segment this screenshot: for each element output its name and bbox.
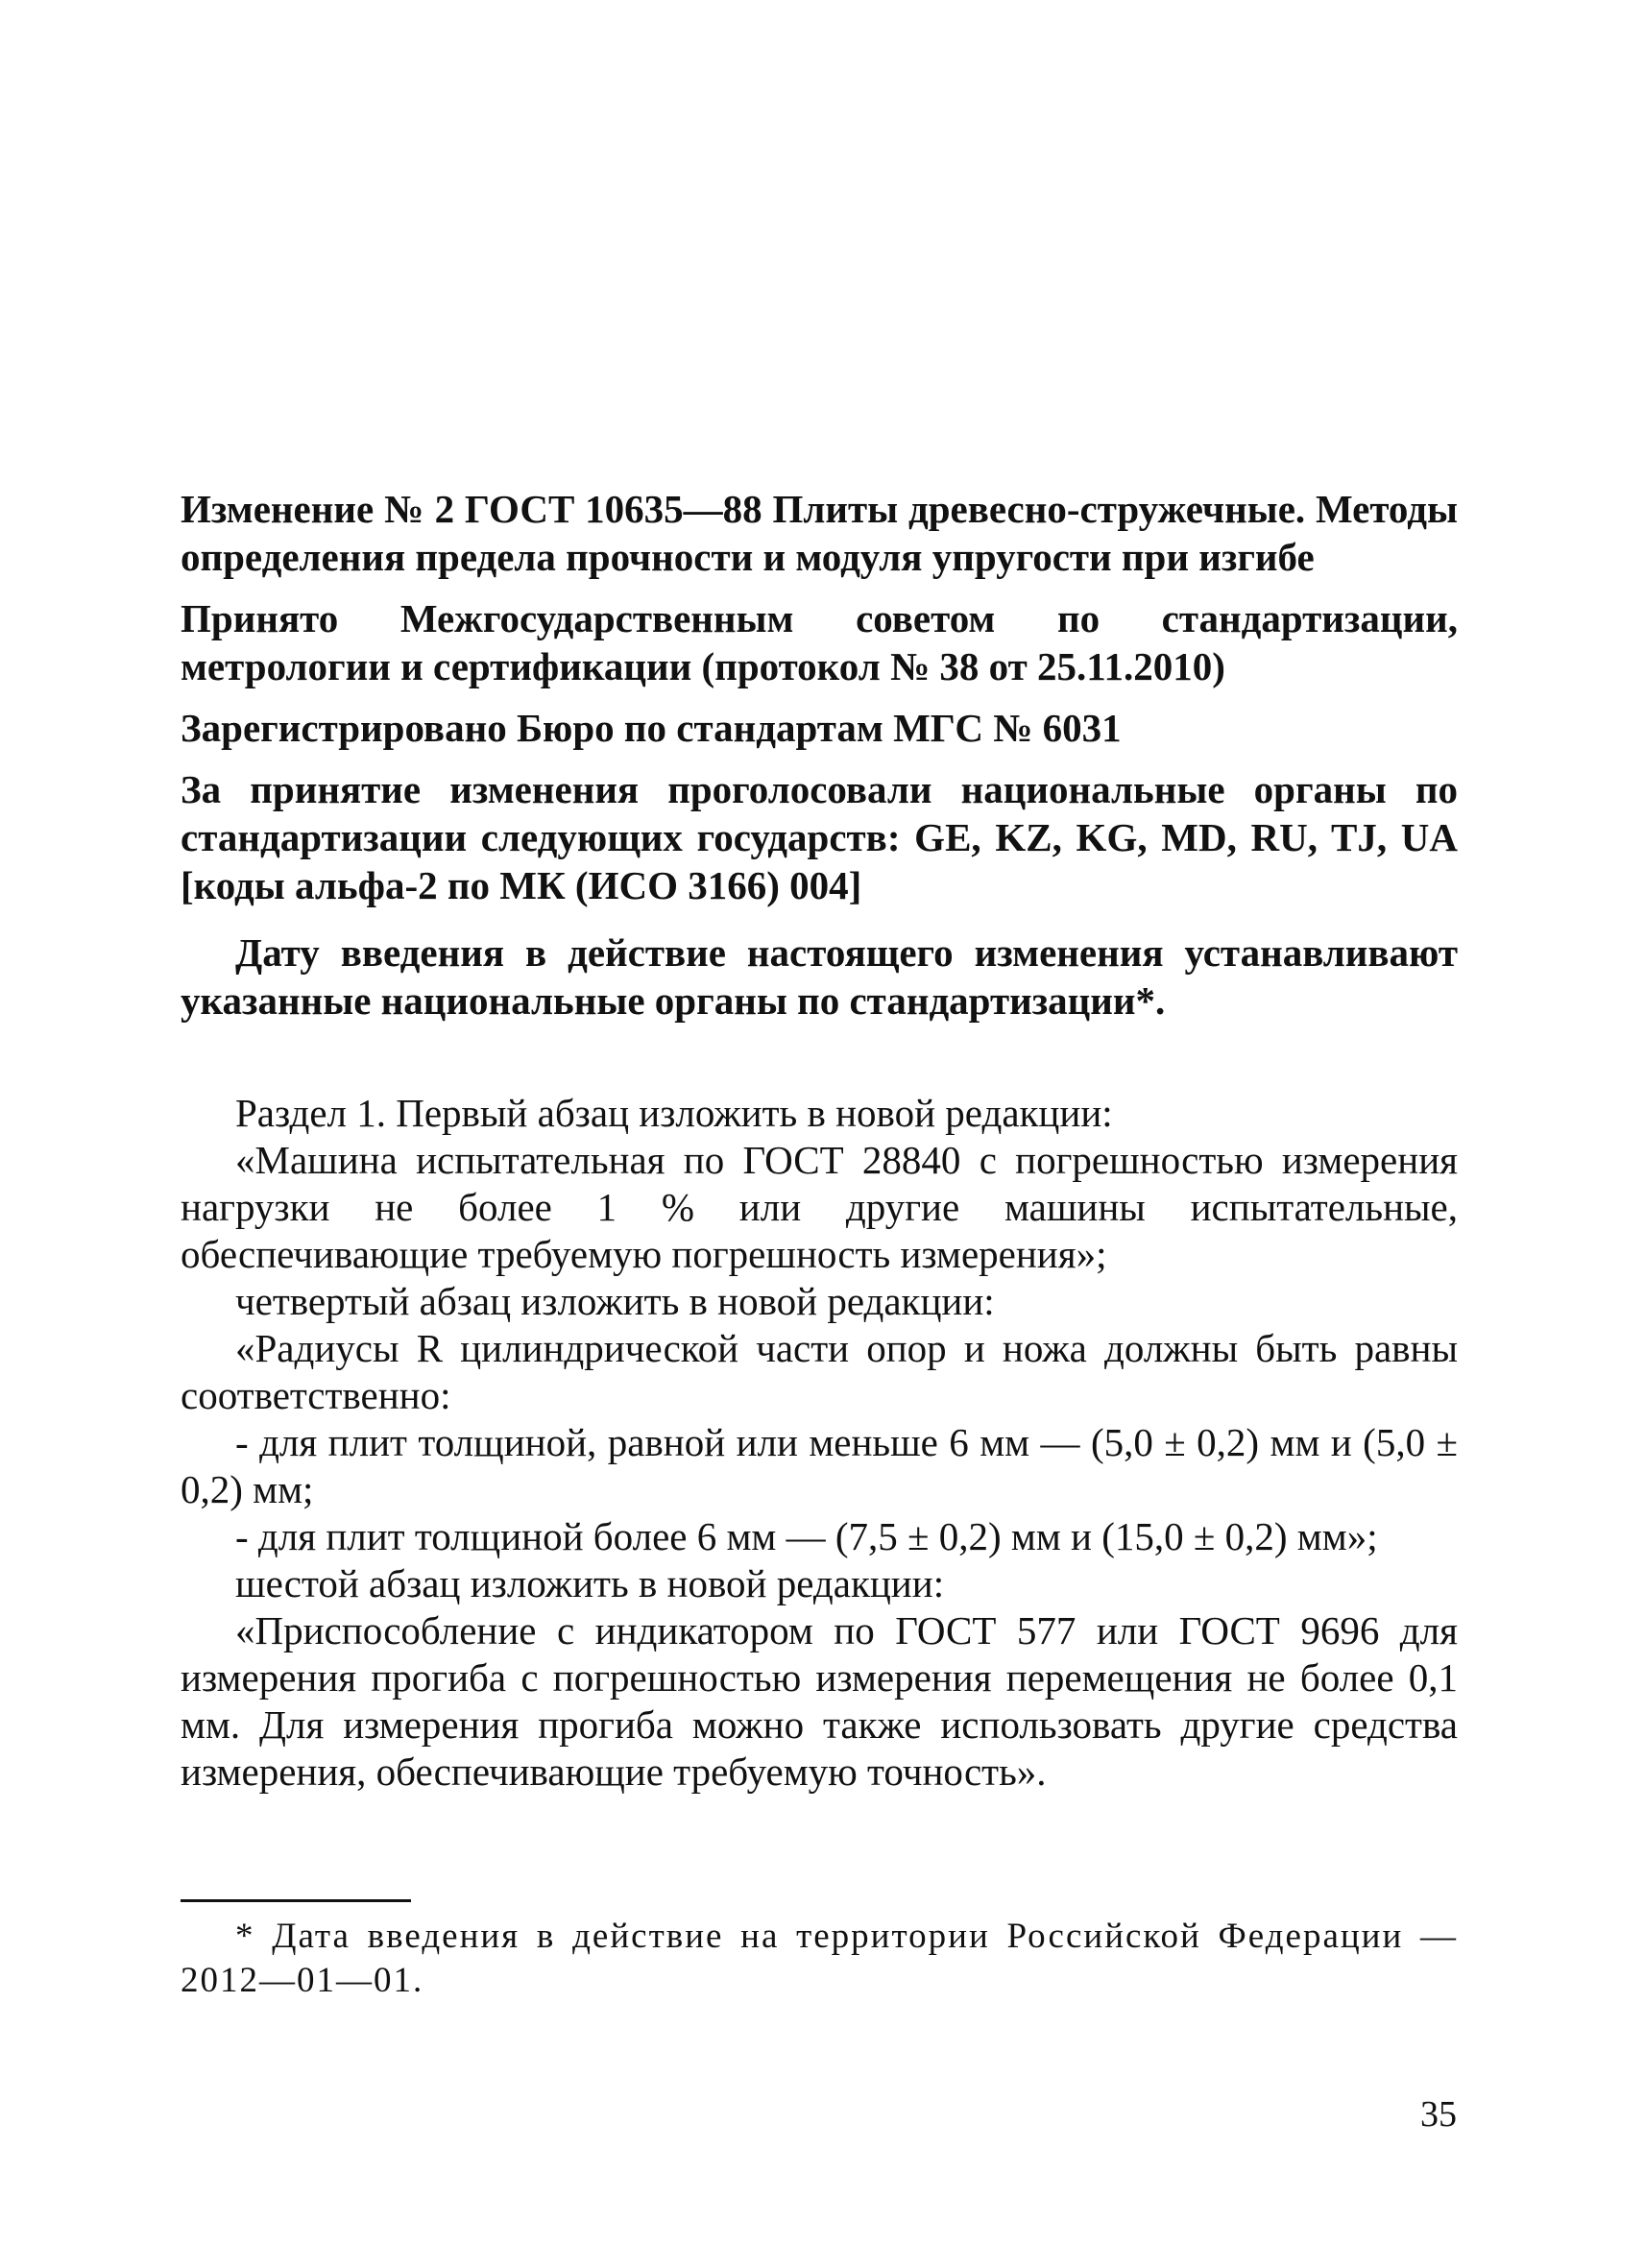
footnote: * Дата введения в действие на территории Российской Федерации — 2012—01—01. <box>181 1917 1458 2000</box>
body-paragraph: «Приспособление с индикатором по ГОСТ 577 или ГОСТ 9696 для измерения прогиба с погрешностью измерения перемещения не более 0,1 мм. Для измерения прогиба можно также использовать другие средства измерения, обеспечивающие требуемую точность». <box>181 1608 1458 1794</box>
voting-statement: За принятие изменения проголосовали национальные органы по стандартизации следующих государств: GE, KZ, KG, MD, RU, TJ, UA [коды альфа-2 по МК (ИСО 3166) 004] <box>181 767 1458 907</box>
effective-date-statement: Дату введения в действие настоящего изменения устанавливают указанные национальные органы по стандартизации*. <box>181 930 1458 1023</box>
page-number: 35 <box>1420 2094 1457 2135</box>
main-content <box>181 485 1458 1796</box>
body-paragraph: «Радиусы R цилиндрической части опор и ножа должны быть равны соответственно: <box>181 1326 1458 1417</box>
body-paragraph: «Машина испытательная по ГОСТ 28840 с погрешностью измерения нагрузки не более 1 % или другие машины испытательные, обеспечивающие требуемую погрешность измерения»; <box>181 1138 1458 1276</box>
footnote-divider <box>181 1899 411 1902</box>
amendment-title: Изменение № 2 ГОСТ 10635—88 Плиты древесно-стружечные. Методы определения предела прочности и модуля упругости при изгибе <box>181 487 1458 579</box>
body-paragraph: шестой абзац изложить в новой редакции: <box>235 1561 945 1605</box>
body-paragraph: - для плит толщиной более 6 мм — (7,5 ± 0,2) мм и (15,0 ± 0,2) мм»; <box>235 1514 1378 1558</box>
body-paragraph: Раздел 1. Первый абзац изложить в новой редакции: <box>235 1091 1113 1135</box>
body-paragraph: четвертый абзац изложить в новой редакции: <box>235 1279 995 1323</box>
adoption-statement: Принято Межгосударственным советом по стандартизации, метрологии и сертификации (протокол № 38 от 25.11.2010) <box>181 596 1458 688</box>
body-paragraph: - для плит толщиной, равной или меньше 6 мм — (5,0 ± 0,2) мм и (5,0 ± 0,2) мм; <box>181 1420 1458 1511</box>
registration-statement: Зарегистрировано Бюро по стандартам МГС № 6031 <box>181 706 1122 750</box>
amendment-body <box>181 1090 1458 1796</box>
